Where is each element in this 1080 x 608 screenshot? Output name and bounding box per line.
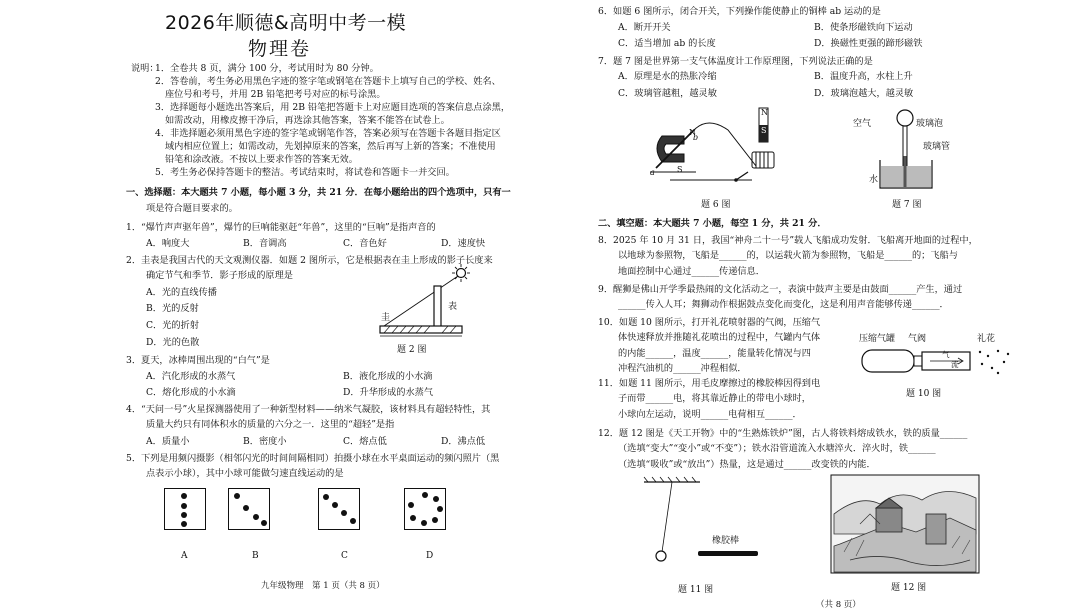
q10-label-flower: 礼花 (977, 334, 996, 344)
q9-line: ______传入人耳；舞狮动作根据鼓点变化而变化，这是利用声音能够传递______． (618, 299, 949, 310)
q6-option-b: B．使条形磁铁向下运动 (814, 22, 913, 33)
q2-option-a: A．光的直线传播 (146, 287, 217, 298)
q10-line: 冲程汽油机的______冲程相似． (618, 363, 747, 374)
q8-line: 地面控制中心通过______传递信息． (618, 266, 765, 277)
instructions-label: 说明： (131, 63, 159, 74)
q7-option-d: D．玻璃泡越大，越灵敏 (814, 88, 914, 99)
strobe-box-b (228, 488, 270, 530)
q5-label-c: C (341, 551, 348, 561)
q3-option-d: D．升华形成的水蒸气 (343, 387, 434, 398)
instruction-line: 1．全卷共 8 页，满分 100 分，考试用时为 80 分钟。 (155, 63, 379, 74)
q8-line: 以地球为参照物，飞船是______的，以运载火箭为参照物，飞船是______的；飞船与 (618, 250, 958, 261)
q10-line: 10．如题 10 图所示，打开礼花喷射器的气阀，压缩气 (598, 317, 821, 328)
q10-label-flow1: 气 (942, 350, 950, 359)
q6-label-n: N (689, 128, 696, 137)
q7-option-c: C．玻璃管越粗，越灵敏 (618, 88, 717, 99)
instruction-line: 4．非选择题必须用黑色字迹的签字笔或钢笔作答，答案必须写在答题卡各题目指定区 (155, 128, 501, 139)
q10-line: 体快速释放并推随礼花喷出的过程中，气罐内气体 (618, 332, 821, 343)
instruction-line: 铅笔和涂改液。不按以上要求作答的答案无效。 (165, 154, 358, 165)
q4-option-d: D．沸点低 (441, 436, 486, 447)
q12-line: 12．题 12 图是《天工开物》中的“生熟炼铁炉”图，古人将铁料熔成铁水，铁的质量______ (598, 428, 968, 439)
q3-option-a: A．汽化形成的水蒸气 (146, 371, 236, 382)
q6-figure-caption: 题 6 图 (701, 200, 731, 210)
strobe-box-d (404, 488, 446, 530)
q5-stem-cont: 点表示小球），其中小球可能做匀速直线运动的是 (146, 468, 344, 479)
charged-ball-figure (640, 476, 780, 576)
q11-line: 11．如题 11 图所示，用毛皮摩擦过的橡胶棒因得到电 (598, 378, 821, 389)
q11-rod-label: 橡胶棒 (712, 536, 740, 546)
page-footer-left: 九年级物理 第 1 页（共 8 页） (261, 581, 385, 591)
q2-label-gui: 圭 (381, 313, 391, 323)
q1-option-a: A．响度大 (146, 238, 190, 249)
q10-line: 的内能______，温度______，能量转化情况与四 (618, 348, 811, 359)
q5-label-d: D (426, 551, 434, 561)
exam-title: 2026年顺德&高明中考一模 (165, 12, 407, 34)
q7-figure-caption: 题 7 图 (892, 200, 922, 210)
q2-option-c: C．光的折射 (146, 320, 199, 331)
q8-line: 8．2025 年 10 月 31 日，我国“神舟二十一号”载人飞船成功发射．飞船离开地面的过程中， (598, 235, 978, 246)
q2-label-biao: 表 (448, 302, 458, 312)
q6-label-b: b (693, 133, 699, 142)
q1-stem: 1．“爆竹声声驱年兽”，爆竹的巨响能驱赶“年兽”，这里的“巨响”是指声音的 (126, 222, 436, 233)
q2-option-d: D．光的色散 (146, 337, 200, 348)
q7-option-b: B．温度升高，水柱上升 (814, 71, 913, 82)
q12-line: （选填“吸收”或“放出”）热量，这是通过______改变铁的内能． (618, 459, 876, 470)
q4-stem-cont: 质量大约只有同体积水的质量的六分之一．这里的“超轻”是指 (146, 419, 395, 430)
instruction-line: 3．选择题每小题选出答案后，用 2B 铅笔把答题卡上对应题目选项的答案信息点涂黑， (155, 102, 511, 113)
q7-option-a: A．原理是水的热胀冷缩 (618, 71, 717, 82)
q7-stem: 7．题 7 图是世界第一支气体温度计工作原理图，下列说法正确的是 (598, 56, 873, 67)
q10-figure-caption: 题 10 图 (906, 389, 942, 399)
q2-stem-cont: 确定节气和季节．影子形成的原理是 (146, 270, 293, 281)
q6-label-n2: N (761, 108, 768, 117)
exam-page-right (540, 0, 1080, 608)
q12-figure-caption: 题 12 图 (891, 583, 927, 593)
section2-heading: 二、填空题：本大题共 7 小题，每空 1 分，共 21 分． (598, 218, 827, 229)
q6-label-s2: S (761, 126, 767, 135)
strobe-box-c (318, 488, 360, 530)
confetti-launcher-figure (858, 342, 1018, 382)
q7-label-tube: 玻璃管 (923, 142, 951, 152)
section1-heading-cont: 项是符合题目要求的。 (146, 203, 238, 214)
iron-furnace-illustration (830, 474, 980, 574)
instruction-line: 5．考生务必保持答题卡的整洁。考试结束时，将试卷和答题卡一并交回。 (155, 167, 455, 178)
q4-option-a: A．质量小 (146, 436, 190, 447)
q1-option-b: B．音调高 (243, 238, 287, 249)
q5-label-b: B (252, 551, 259, 561)
q3-stem: 3．夏天，冰棒周围出现的“白气”是 (126, 355, 270, 366)
q6-label-a: a (650, 168, 655, 177)
q2-stem: 2．圭表是我国古代的天文观测仪器．如题 2 图所示，它是根据表在圭上形成的影子长度来 (126, 255, 493, 266)
electromagnet-figure (648, 106, 778, 188)
q4-option-b: B．密度小 (243, 436, 287, 447)
q2-figure-caption: 题 2 图 (397, 345, 427, 355)
page-footer-right: （共 8 页） (816, 600, 861, 608)
q6-option-c: C．适当增加 ab 的长度 (618, 38, 716, 49)
q3-option-c: C．熔化形成的小水滴 (146, 387, 236, 398)
strobe-box-a (164, 488, 206, 530)
q4-option-c: C．熔点低 (343, 436, 387, 447)
instruction-line: 域内相应位置上；如需改动，先划掉原来的答案，然后再写上新的答案；不准使用 (165, 141, 496, 152)
guibiao-figure (370, 262, 480, 342)
q1-option-c: C．音色好 (343, 238, 387, 249)
q7-label-bulb: 玻璃泡 (916, 119, 944, 129)
instruction-line: 如需改动，用橡皮擦干净后，再选涂其他答案，答案不能答在试卷上。 (165, 115, 450, 126)
instruction-line: 座位号和考号，并用 2B 铅笔把考号对应的标号涂黑。 (165, 89, 386, 100)
exam-subtitle: 物理卷 (248, 38, 312, 60)
q2-option-b: B．光的反射 (146, 303, 199, 314)
q10-label-flow2: 流 (951, 360, 959, 369)
q5-stem: 5．下列是用频闪摄影（相邻闪光的时间间隔相同）拍摄小球在水平桌面运动的频闪照片（黑 (126, 453, 500, 464)
q9-line: 9．醒狮是佛山开学季最热闹的文化活动之一，表演中鼓声主要是由鼓面______产生，通过 (598, 284, 963, 295)
section1-heading: 一、选择题：本大题共 7 小题，每小题 3 分，共 21 分．在每小题给出的四个选项中，只有一 (126, 187, 511, 198)
q10-label-tank: 压缩气罐 (859, 334, 896, 344)
q6-stem: 6．如题 6 图所示，闭合开关，下列操作能使静止的铜棒 ab 运动的是 (598, 6, 881, 17)
q11-line: 子而带______电，将其靠近静止的带电小球时， (618, 393, 811, 404)
q5-label-a: A (181, 551, 188, 561)
instruction-line: 2．答卷前，考生务必用黑色字迹的签字笔或钢笔在答题卡上填写自己的学校、姓名、 (155, 76, 501, 87)
q7-label-air: 空气 (853, 119, 872, 129)
q3-option-b: B．液化形成的小水滴 (343, 371, 433, 382)
q6-option-a: A．断开开关 (618, 22, 671, 33)
q11-figure-caption: 题 11 图 (678, 585, 714, 595)
q1-option-d: D．速度快 (441, 238, 486, 249)
q7-label-water: 水 (869, 175, 879, 185)
q10-label-valve: 气阀 (908, 334, 927, 344)
q6-label-s: S (677, 165, 683, 174)
q6-option-d: D．换磁性更强的蹄形磁铁 (814, 38, 923, 49)
q12-line: （选填“变大”“变小”或“不变”）；铁水沿管道流入水塘淬火．淬火时，铁______ (618, 443, 936, 454)
q11-line: 小球向左运动，说明______电荷相互______． (618, 409, 802, 420)
q4-stem: 4．“天问一号”火星探测器使用了一种新型材料——纳米气凝胶，该材料具有超轻特性，其 (126, 404, 491, 415)
